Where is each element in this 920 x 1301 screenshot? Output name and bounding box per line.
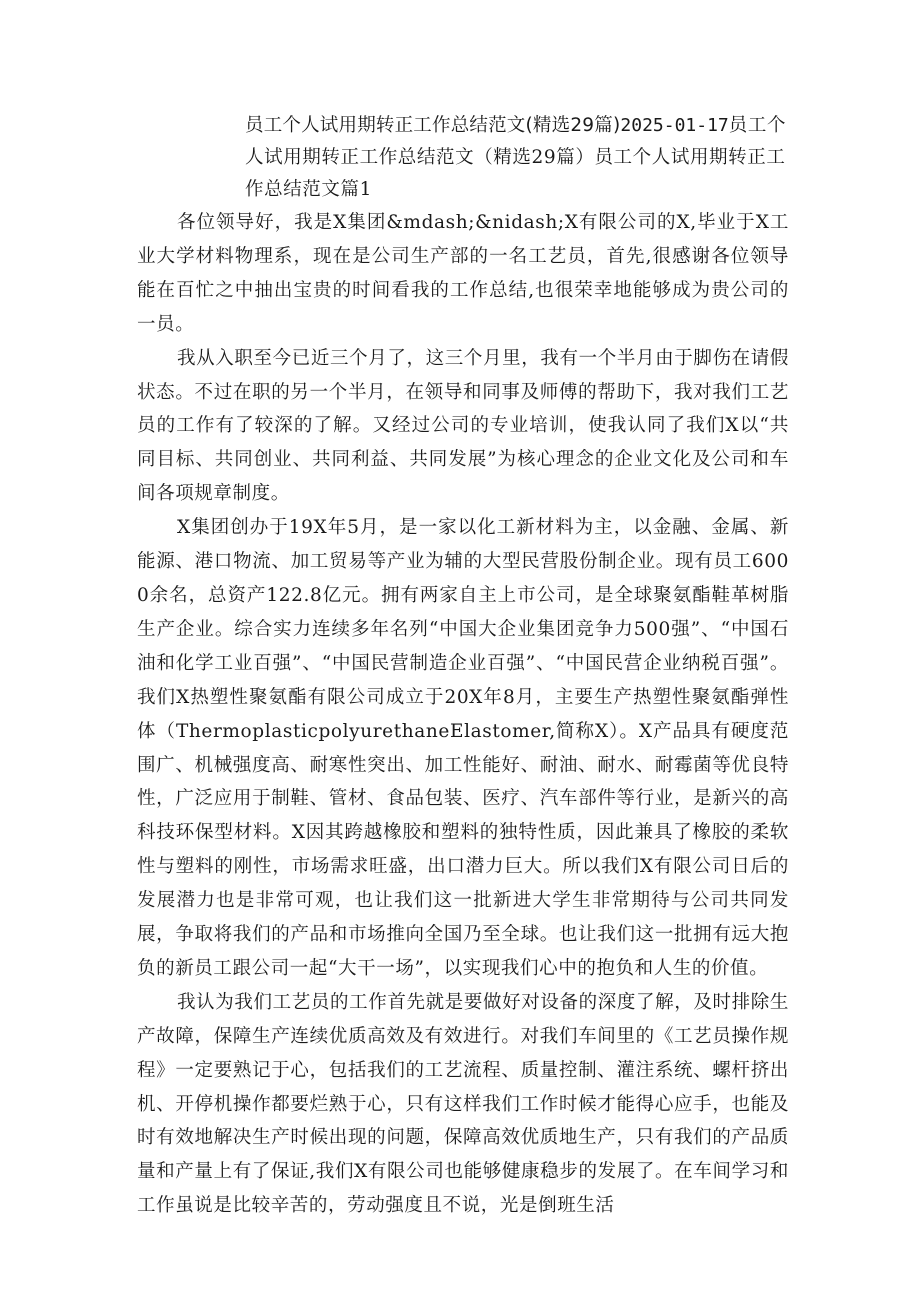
document-date: 2025-01-17 xyxy=(620,115,729,136)
paragraph: X集团创办于19X年5月，是一家以化工新材料为主，以金融、金属、新能源、港口物流、加工贸易等产业为辅的大型民营股份制企业。现有员工6000余名，总资产122.8亿元。拥有两家自主上市公司，是全球聚氨酯鞋革树脂生产企业。综合实力连续多年名列“中国大企业集团竞争力500强”、“中国石油和化学工业百强”、“中国民营制造企业百强”、“中国民营企业纳税百强”。我们X热塑性聚氨酯有限公司成立于20X年8月，主要生产热塑性聚氨酯弹性体（ThermoplasticpolyurethaneElastomer,简称X）。X产品具有硬度范围广、机械强度高、耐寒性突出、加工性能好、耐油、耐水、耐霉菌等优良特性，广泛应用于制鞋、管材、食品包装、医疗、汽车部件等行业，是新兴的高科技环保型材料。X因其跨越橡胶和塑料的独特性质，因此兼具了橡胶的柔软性与塑料的刚性，市场需求旺盛，出口潜力巨大。所以我们X有限公司日后的发展潜力也是非常可观，也让我们这一批新进大学生非常期待与公司共同发展，争取将我们的产品和市场推向全国乃至全球。也让我们这一批拥有远大抱负的新员工跟公司一起“大干一场”，以实现我们心中的抱负和人生的价值。 xyxy=(137,517,789,979)
paragraph: 我从入职至今已近三个月了，这三个月里，我有一个半月由于脚伤在请假状态。不过在职的另一个半月，在领导和同事及师傅的帮助下，我对我们工艺员的工作有了较深的了解。又经过公司的专业培训，使我认同了我们X以“共同目标、共同创业、共同利益、共同发展”为核心理念的企业文化及公司和车间各项规章制度。 xyxy=(137,347,789,505)
paragraph: 各位领导好，我是X集团&mdash;&nidash;X有限公司的X,毕业于X工业大学材料物理系，现在是公司生产部的一名工艺员，首先,很感谢各位领导能在百忙之中抽出宝贵的时间看我的工作总结,也很荣幸地能够成为贵公司的一员。 xyxy=(137,212,789,335)
document-title: 员工个人试用期转正工作总结范文(精选29篇) xyxy=(245,115,621,136)
document-body xyxy=(137,206,789,1223)
header-continuation: 员工个人试用期转正工作总结范文（精选29篇）员工个人试用期转正工作总结范文篇1 xyxy=(245,115,787,200)
paragraph: 我认为我们工艺员的工作首先就是要做好对设备的深度了解，及时排除生产故障，保障生产连续优质高效及有效进行。对我们车间里的《工艺员操作规程》一定要熟记于心，包括我们的工艺流程、质量控制、灌注系统、螺杆挤出机、开停机操作都要烂熟于心，只有这样我们工作时候才能得心应手，也能及时有效地解决生产时候出现的问题，保障高效优质地生产，只有我们的产品质量和产量上有了保证,我们X有限公司也能够健康稳步的发展了。在车间学习和工作虽说是比较辛苦的，劳动强度且不说，光是倒班生活 xyxy=(137,991,789,1217)
header-first-line xyxy=(137,110,789,206)
document-header xyxy=(137,110,789,206)
